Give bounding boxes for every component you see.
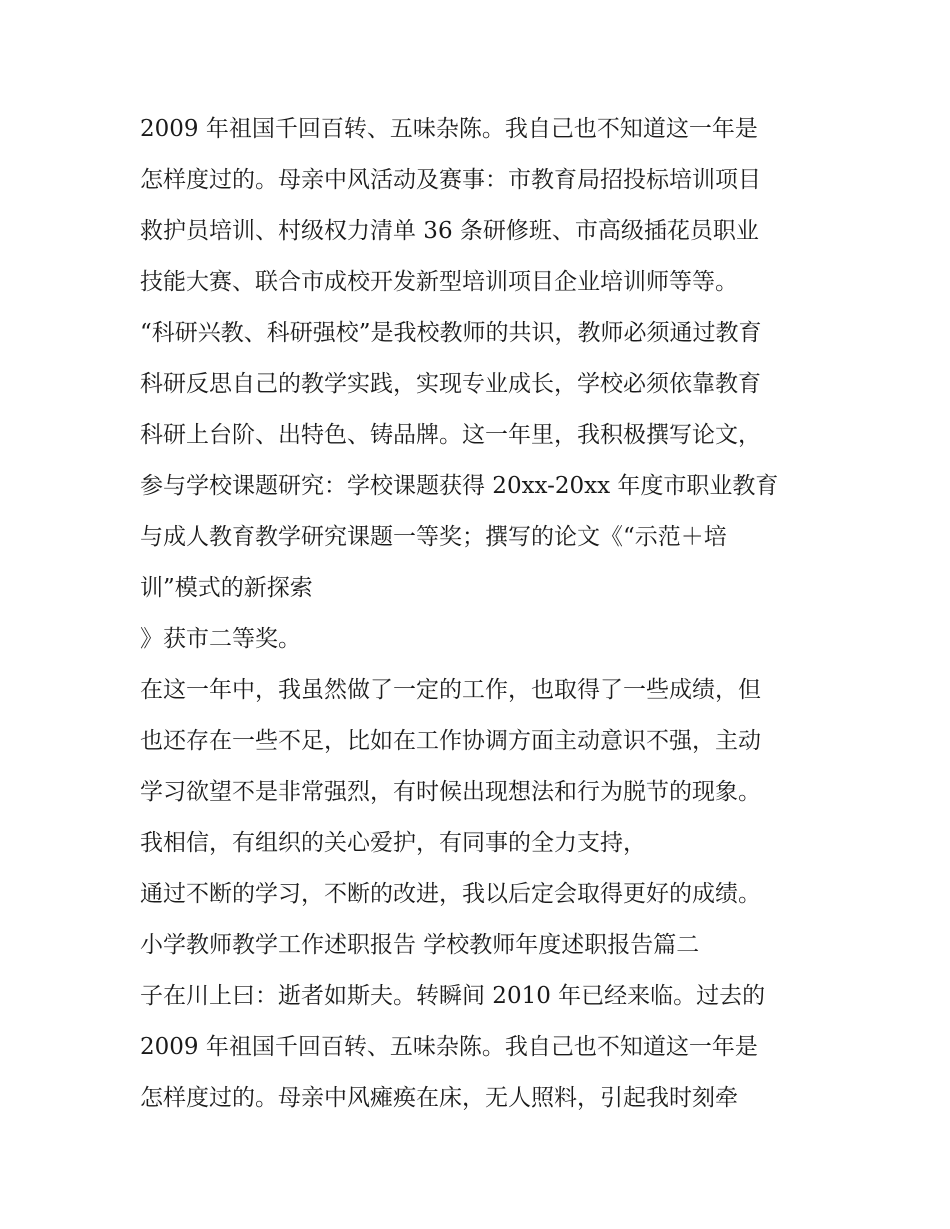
text-line: 我相信，有组织的关心爱护，有同事的全力支持， <box>140 830 646 856</box>
text-line: 救护员培训、村级权力清单 36 条研修班、市高级插花员职业 <box>140 218 759 244</box>
text-line: 怎样度过的。母亲中风活动及赛事：市教育局招投标培训项目 <box>140 167 761 193</box>
text-line: 2009 年祖国千回百转、五味杂陈。我自己也不知道这一年是 <box>140 1034 758 1060</box>
text-line: 在这一年中，我虽然做了一定的工作，也取得了一些成绩，但 <box>140 677 761 703</box>
text-line: 技能大赛、联合市成校开发新型培训项目企业培训师等等。 <box>140 269 738 295</box>
text-line: “科研兴教、科研强校”是我校教师的共识，教师必须通过教育 <box>140 320 762 346</box>
text-line: 》获市二等奖。 <box>140 626 301 652</box>
text-line: 科研上台阶、出特色、铸品牌。这一年里，我积极撰写论文， <box>140 422 761 448</box>
text-line: 2009 年祖国千回百转、五味杂陈。我自己也不知道这一年是 <box>140 116 758 142</box>
text-line: 怎样度过的。母亲中风瘫痪在床，无人照料，引起我时刻牵 <box>140 1085 738 1111</box>
text-line: 子在川上曰：逝者如斯夫。转瞬间 2010 年已经来临。过去的 <box>140 983 766 1009</box>
text-line: 学习欲望不是非常强烈，有时候出现想法和行为脱节的现象。 <box>140 779 761 805</box>
section-heading: 小学教师教学工作述职报告 学校教师年度述职报告篇二 <box>140 932 700 958</box>
text-line: 通过不断的学习，不断的改进，我以后定会取得更好的成绩。 <box>140 881 761 907</box>
text-line: 科研反思自己的教学实践，实现专业成长，学校必须依靠教育 <box>140 371 761 397</box>
text-line: 与成人教育教学研究课题一等奖；撰写的论文《“示范＋培 <box>140 524 727 550</box>
text-line: 参与学校课题研究：学校课题获得 20xx-20xx 年度市职业教育 <box>140 473 779 499</box>
text-line: 训”模式的新探索 <box>140 575 313 601</box>
document-body <box>140 104 830 1124</box>
text-line: 也还存在一些不足，比如在工作协调方面主动意识不强，主动 <box>140 728 761 754</box>
